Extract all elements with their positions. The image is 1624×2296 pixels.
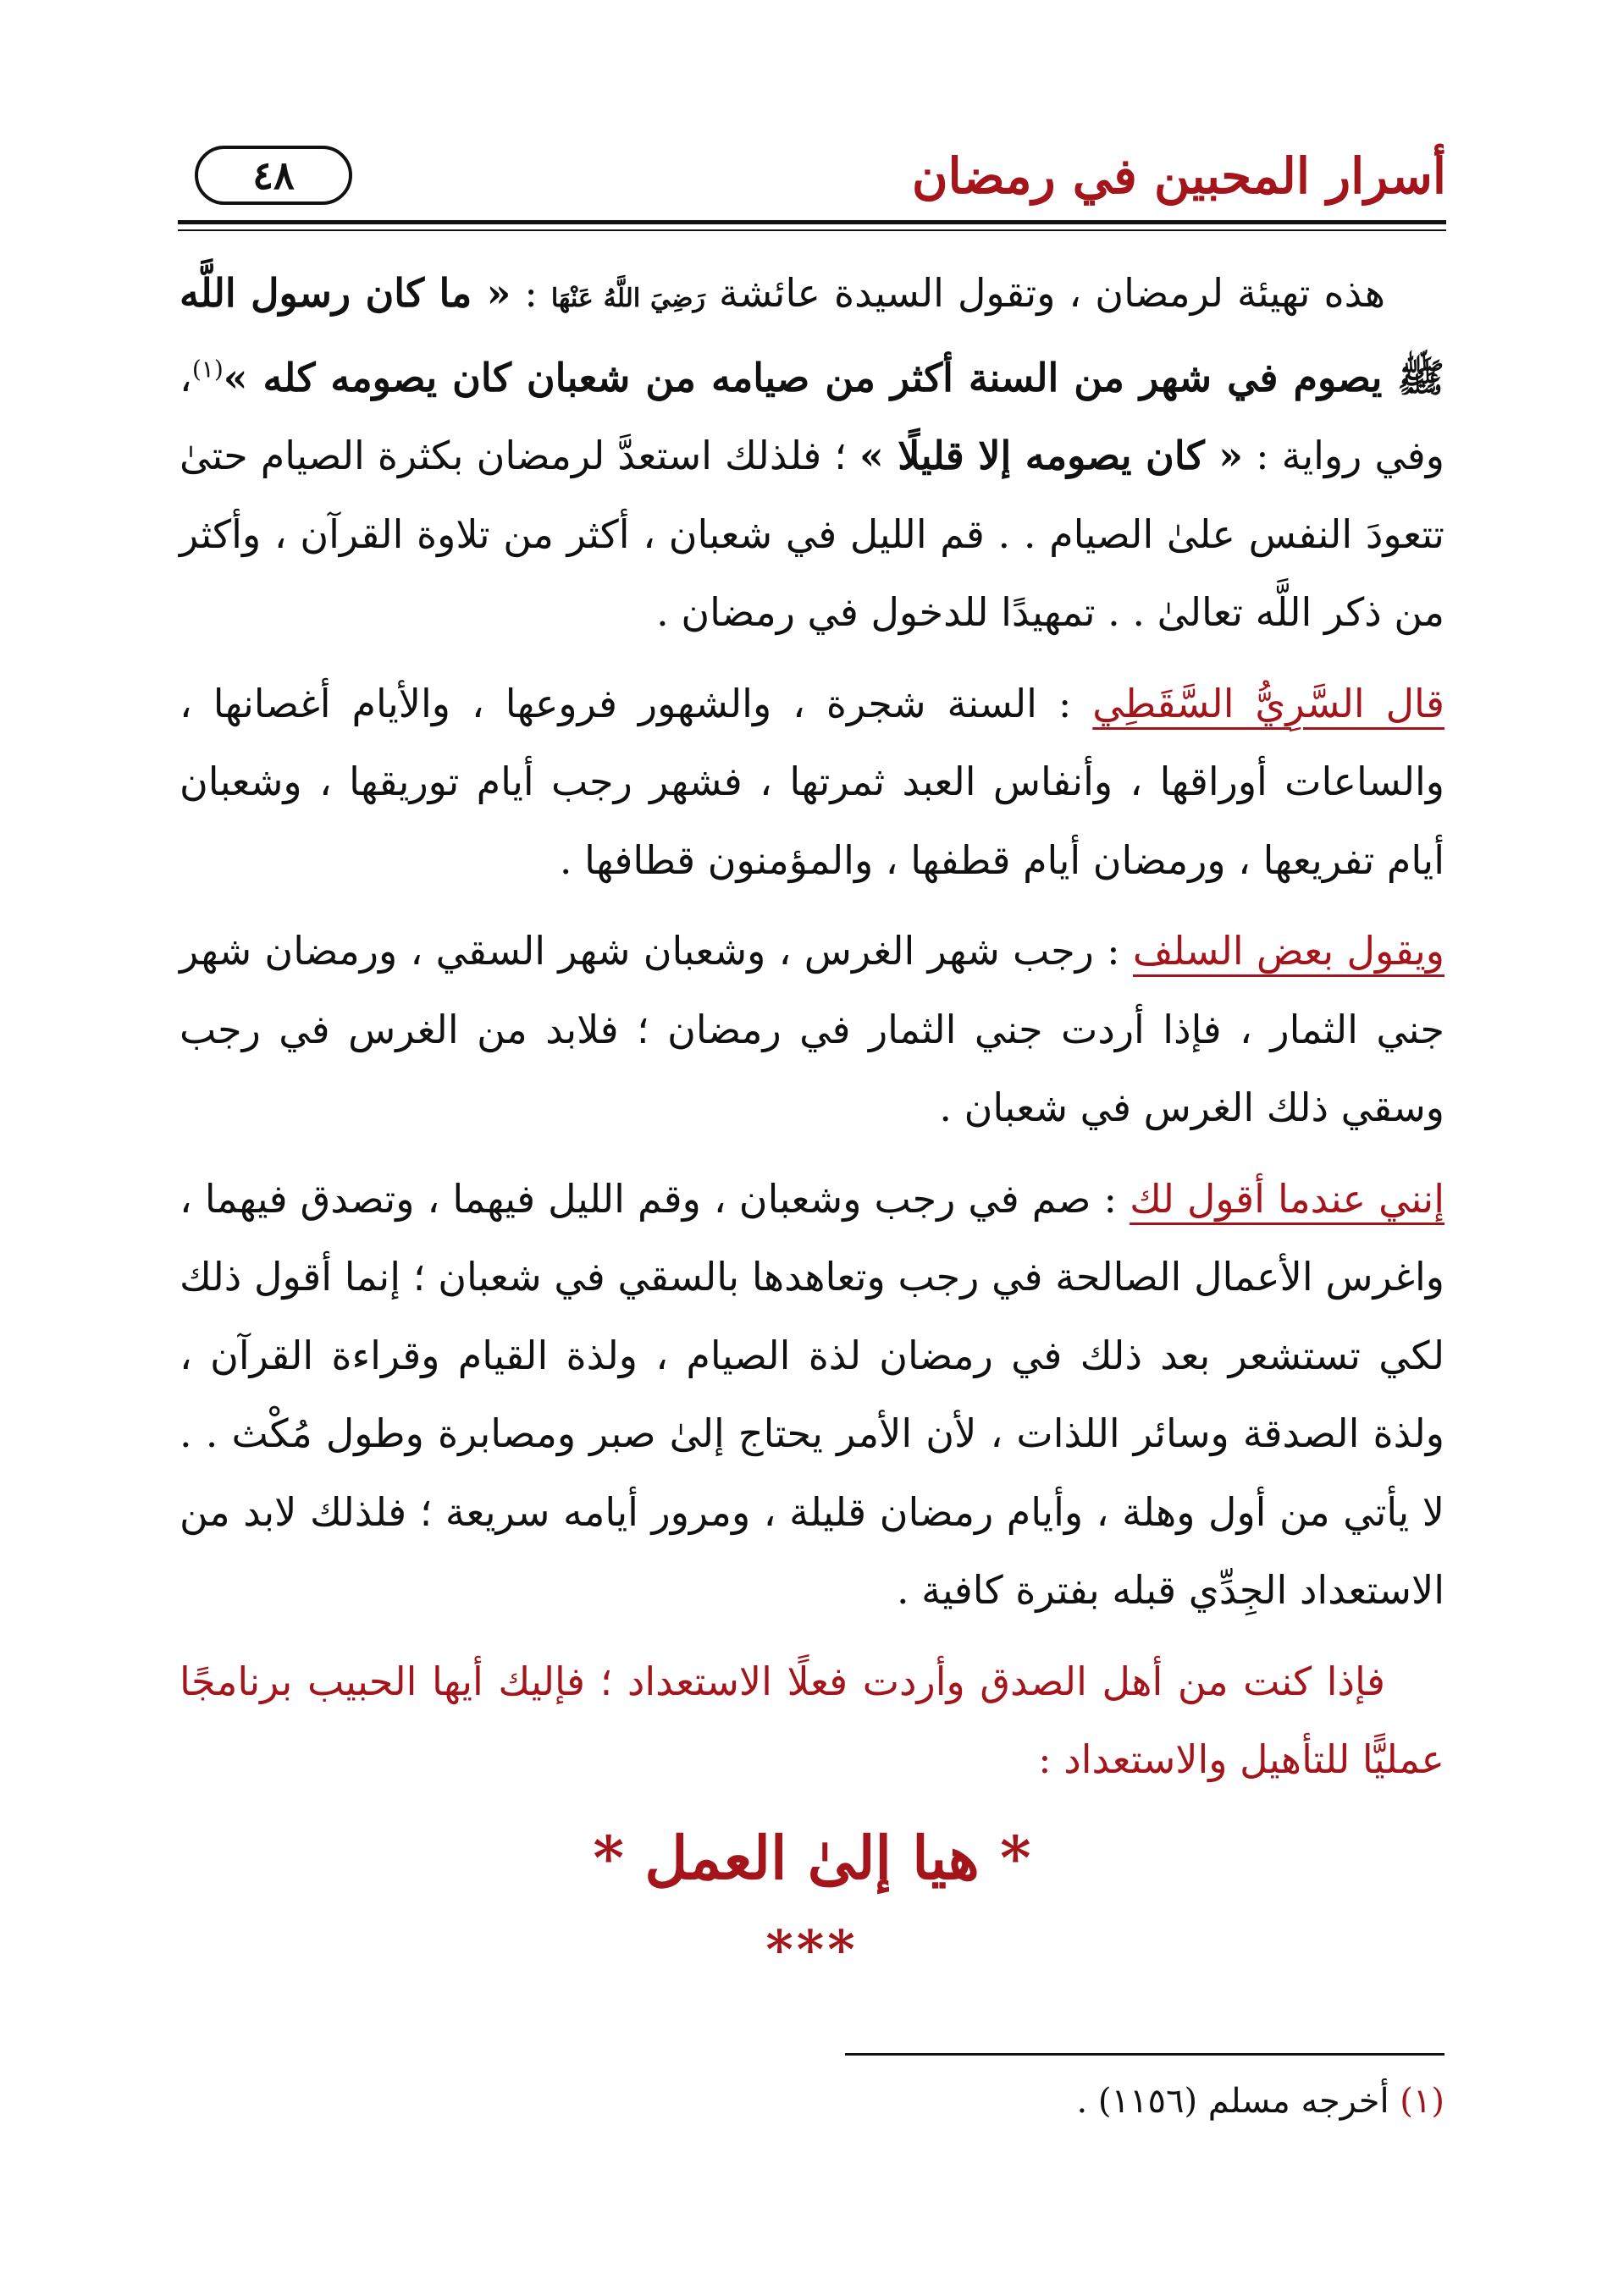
footnote-rule — [845, 2053, 1444, 2056]
footnote-ref[interactable]: (١) — [191, 355, 224, 384]
p1-text-1: هذه تهيئة لرمضان ، وتقول السيدة عائشة — [704, 270, 1385, 316]
main-text — [180, 254, 1444, 1988]
speaker-label: ويقول بعض السلف — [1132, 928, 1444, 974]
header-rule-thick — [178, 220, 1446, 224]
paragraph-1 — [180, 254, 1444, 652]
hadith-quote-1: « ما كان رسول اللَّه ﷺ يصوم في شهر من السنة أكثر من صيامه من شعبان كان يصومه كله » — [180, 270, 1444, 400]
hadith-quote-2: « كان يصومه إلا قليلًا » — [859, 433, 1243, 478]
speaker-label: قال السَّرِيُّ السَّقَطِي — [1092, 680, 1444, 726]
footnote-text: أخرجه مسلم (١١٥٦) . — [1076, 2082, 1400, 2121]
p3-text: : رجب شهر الغرس ، وشعبان شهر السقي ، ورمضان شهر جني الثمار ، فإذا أردت جني الثمار في رمضان ؛ فلابد من الغرس في رجب وسقي ذلك الغرس في شعبان . — [180, 928, 1444, 1130]
p1-text-2: : — [511, 270, 551, 316]
p4-text: : صم في رجب وشعبان ، وقم الليل فيهما ، وتصدق فيهما ، واغرس الأعمال الصالحة في رجب وتعاهدها بالسقي في شعبان ؛ إنما أقول ذلك لكي تستشعر بعد ذلك في رمضان لذة الصيام ، ولذة القيام وقراءة القرآن ، ولذة الصدقة وسائر اللذات ، لأن الأمر يحتاج إلىٰ صبر ومصابرة وطول مُكْث . . لا يأتي من أول وهلة ، وأيام رمضان قليلة ، ومرور أيامه سريعة ؛ فلذلك لابد من الاستعداد الجِدِّي قبله بفترة كافية . — [180, 1175, 1444, 1613]
paragraph-3 — [180, 912, 1444, 1147]
paragraph-4 — [180, 1160, 1444, 1630]
p1-text-3: ، وفي رواية : — [180, 354, 1444, 478]
paragraph-5: فإذا كنت من أهل الصدق وأردت فعلًا الاستعداد ؛ فإليك أيها الحبيب برنامجًا عمليًّا للتأهيل والاستعداد : — [180, 1658, 1444, 1782]
page-number: ٤٨ — [252, 152, 295, 198]
paragraph-2 — [180, 665, 1444, 900]
page-number-badge — [195, 146, 352, 205]
running-title: أسرار المحبين في رمضان — [911, 147, 1446, 205]
section-heading: * هيا إلىٰ العمل * — [593, 1822, 1031, 1893]
ornament-stars: *** — [765, 1918, 859, 1980]
speaker-label: إنني عندما أقول لك — [1130, 1175, 1444, 1222]
footnote — [180, 2076, 1444, 2127]
p2-text: : السنة شجرة ، والشهور فروعها ، والأيام أغصانها ، والساعات أوراقها ، وأنفاس العبد ثمرتها ، فشهر رجب أيام توريقها ، وشعبان أيام تفريعها ، ورمضان أيام قطفها ، والمؤمنون قطافها . — [180, 680, 1444, 883]
page-header — [178, 142, 1446, 227]
p1-text-4: ؛ فلذلك استعدَّ لرمضان بكثرة الصيام حتىٰ تتعودَ النفس علىٰ الصيام . . قم الليل في شعبان ، أكثر من تلاوة القرآن ، وأكثر من ذكر اللَّه تعالىٰ . . تمهيدًا للدخول في رمضان . — [180, 433, 1444, 635]
honorific: رَضِيَ اللَّهُ عَنْهَا — [550, 284, 705, 313]
footnote-marker: (١) — [1400, 2082, 1444, 2121]
header-rule-thin — [178, 229, 1446, 231]
